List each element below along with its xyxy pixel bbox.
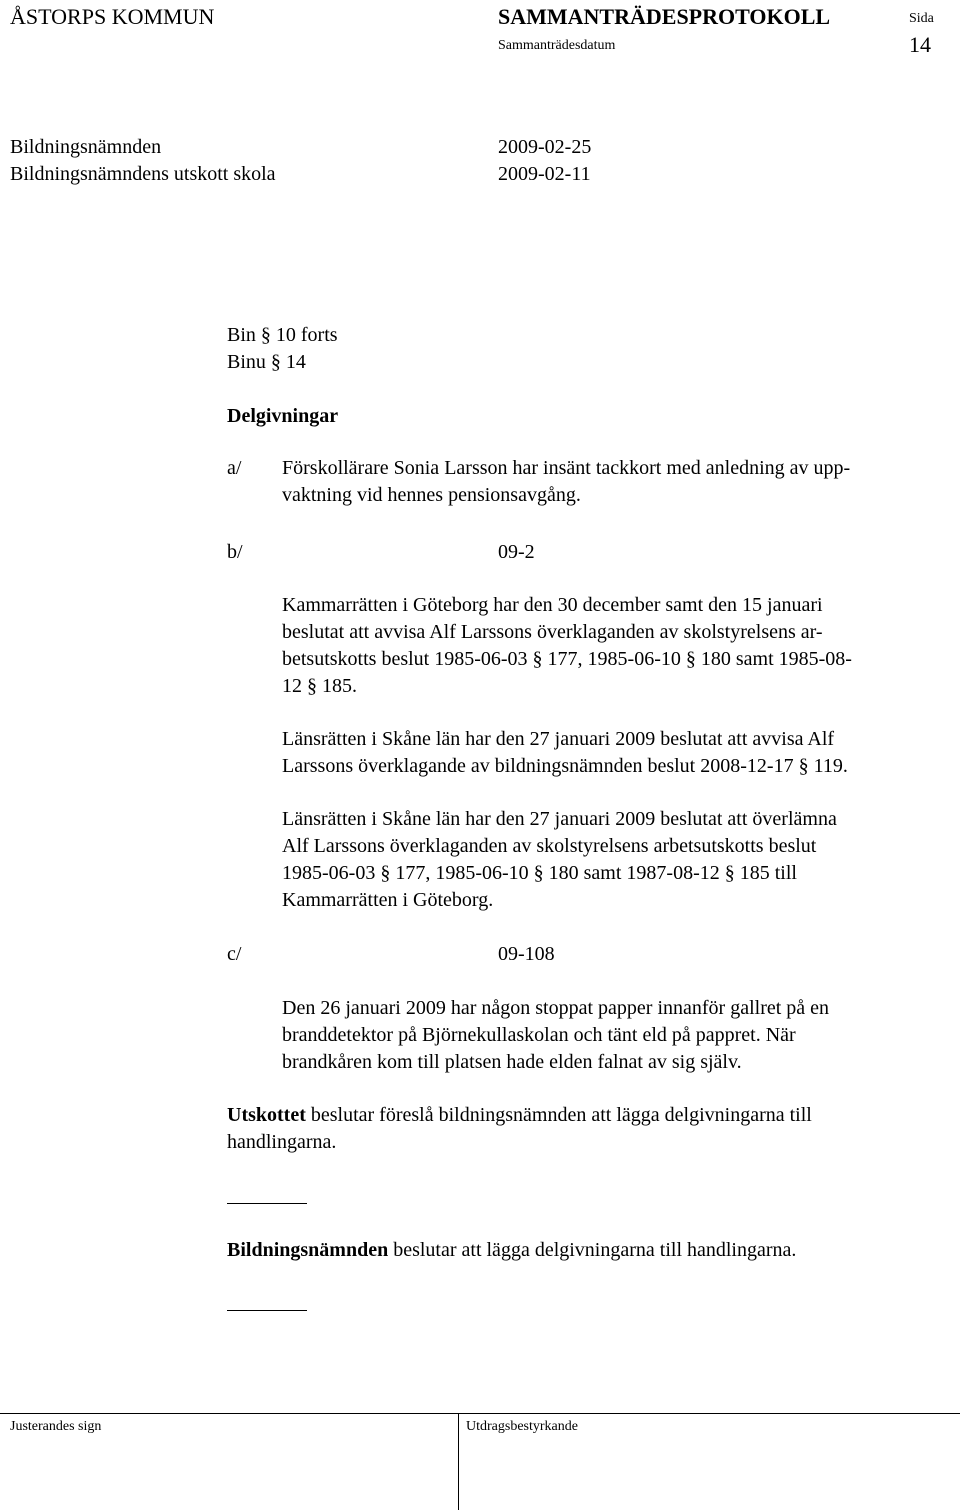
item-label-c: c/ <box>227 943 242 965</box>
text-line: beslutat att avvisa Alf Larssons överklaganden av skolstyrelsens ar- <box>282 621 823 643</box>
text-line: brandkåren kom till platsen hade elden falnat av sig själv. <box>282 1051 742 1073</box>
decision-text: beslutar föreslå bildningsnämnden att lägga delgivningarna till <box>305 1104 812 1126</box>
text-line: Länsrätten i Skåne län har den 27 januari 2009 beslutat att avvisa Alf <box>282 728 835 750</box>
decision-text: beslutar att lägga delgivningarna till handlingarna. <box>388 1239 797 1261</box>
paragraph-ref: Binu § 14 <box>227 351 306 373</box>
committee-name: Bildningsnämnden <box>10 136 162 158</box>
committee-date: 2009-02-25 <box>498 136 592 158</box>
text-line: Den 26 januari 2009 har någon stoppat papper innanför gallret på en <box>282 997 830 1019</box>
page-number: 14 <box>909 32 931 57</box>
footer-divider <box>458 1413 459 1510</box>
decision-body: Bildningsnämnden <box>227 1239 389 1261</box>
utskott-decision <box>227 1102 812 1156</box>
paragraph-ref: Bin § 10 forts <box>227 324 338 346</box>
decision-body: Utskottet <box>227 1104 306 1126</box>
footer-rule <box>0 1413 960 1414</box>
item-b-dnr: 09-2 <box>498 541 535 563</box>
item-label-a: a/ <box>227 457 242 479</box>
item-b-paragraph-3 <box>282 806 837 914</box>
text-line: betsutskotts beslut 1985-06-03 § 177, 1985-06-10 § 180 samt 1985-08- <box>282 648 852 670</box>
footer-certification-label: Utdragsbestyrkande <box>466 1419 578 1434</box>
committee-name: Bildningsnämndens utskott skola <box>10 163 276 185</box>
text-line: 12 § 185. <box>282 675 357 697</box>
text-line: 1985-06-03 § 177, 1985-06-10 § 180 samt 1987-08-12 § 185 till <box>282 862 797 884</box>
separator-line <box>227 1310 307 1311</box>
document-type: SAMMANTRÄDESPROTOKOLL <box>498 4 831 29</box>
item-a-text <box>282 455 850 509</box>
text-line: branddetektor på Björnekullaskolan och tänt eld på pappret. När <box>282 1024 796 1046</box>
item-c-text <box>282 995 829 1076</box>
namnd-decision <box>227 1237 796 1264</box>
text-line <box>227 1102 812 1129</box>
item-label-b: b/ <box>227 541 243 563</box>
meeting-date-label: Sammanträdesdatum <box>498 38 616 53</box>
text-line: Kammarrätten i Göteborg. <box>282 889 494 911</box>
municipality-name: ÅSTORPS KOMMUN <box>10 4 215 29</box>
footer-signature-label: Justerandes sign <box>10 1419 102 1434</box>
page-label: Sida <box>909 11 934 26</box>
text-line: Alf Larssons överklaganden av skolstyrelsens arbetsutskotts beslut <box>282 835 817 857</box>
text-line: Länsrätten i Skåne län har den 27 januari 2009 beslutat att överlämna <box>282 808 837 830</box>
section-heading: Delgivningar <box>227 405 339 427</box>
committee-date: 2009-02-11 <box>498 163 591 185</box>
text-line: Förskollärare Sonia Larsson har insänt tackkort med anledning av upp- <box>282 457 851 479</box>
text-line: Larssons överklagande av bildningsnämnden beslut 2008-12-17 § 119. <box>282 755 848 777</box>
text-line: Kammarrätten i Göteborg har den 30 december samt den 15 januari <box>282 594 823 616</box>
text-line: handlingarna. <box>227 1131 337 1153</box>
item-b-paragraph-2 <box>282 726 848 780</box>
separator-line <box>227 1203 307 1204</box>
text-line: vaktning vid hennes pensionsavgång. <box>282 484 581 506</box>
item-b-paragraph-1 <box>282 592 852 700</box>
item-c-dnr: 09-108 <box>498 943 555 965</box>
